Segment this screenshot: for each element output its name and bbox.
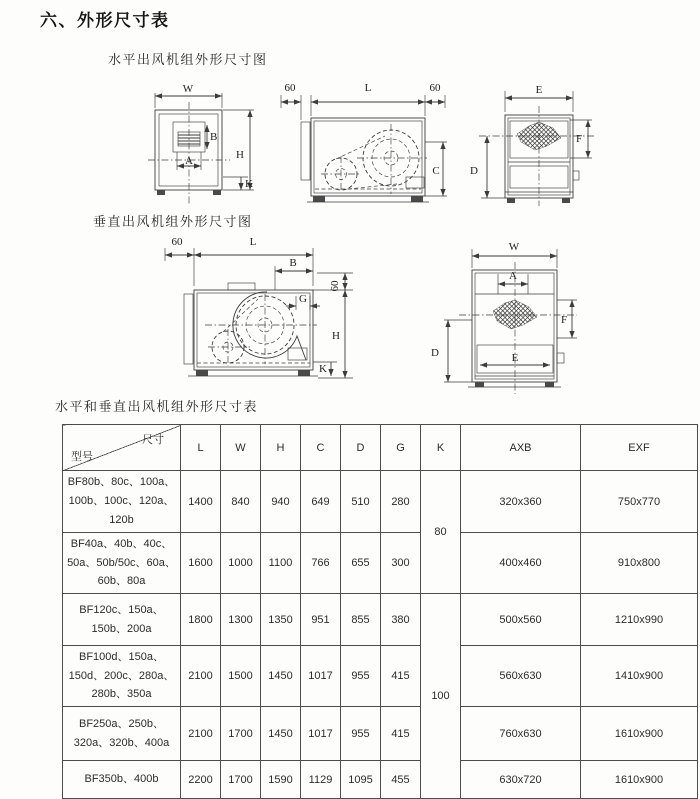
table-row (63, 761, 698, 799)
table-row (63, 471, 698, 533)
value-cell: 1610x900 (581, 707, 698, 761)
dim-label-60: 60 (284, 82, 296, 94)
foot (507, 198, 515, 203)
column-header: H (261, 425, 301, 471)
model-cell: BF120c、150a、150b、200a (63, 594, 181, 646)
value-cell: 1095 (341, 761, 381, 799)
figure-horizontal-side-view (275, 78, 475, 214)
inlet-flange (301, 122, 310, 180)
motor (321, 136, 397, 192)
side-tab (557, 353, 564, 363)
value-cell: 1129 (301, 761, 341, 799)
foot (411, 196, 423, 202)
dimension-L (311, 82, 425, 116)
column-header: K (421, 425, 461, 471)
centerlines (459, 262, 577, 394)
column-header: D (341, 425, 381, 471)
dimension-table (62, 424, 698, 799)
foot (562, 198, 570, 203)
figure-vertical-side-view (55, 236, 385, 398)
value-cell: 855 (341, 594, 381, 646)
dim-label-60: 60 (329, 280, 341, 292)
model-cell: BF80b、80c、100a、100b、100c、120a、120b (63, 471, 181, 533)
model-cell: BF350b、400b (63, 761, 181, 799)
k-merged-cell: 80 (421, 471, 461, 594)
value-cell: 1500 (221, 646, 261, 707)
dimension-A (498, 270, 528, 294)
model-cell: BF250a、250b、320a、320b、400a (63, 707, 181, 761)
figure-horizontal-front-view (130, 80, 290, 214)
value-cell: 750x770 (581, 471, 698, 533)
dim-label-l: L (364, 82, 372, 94)
value-cell: 655 (341, 533, 381, 594)
value-cell: 2200 (181, 761, 221, 799)
k-merged-cell: 100 (421, 594, 461, 799)
foot (313, 196, 325, 202)
dimension-60-vertical (317, 273, 353, 292)
dim-label-d: D (431, 347, 439, 359)
dim-label-d: D (470, 165, 478, 177)
dimension-D (470, 136, 505, 198)
table-row (63, 594, 698, 646)
side-tab (573, 171, 579, 180)
dim-label-f: F (560, 314, 568, 326)
dim-label-b: B (289, 257, 297, 269)
motor (208, 299, 258, 366)
foot (298, 370, 310, 376)
value-cell: 415 (381, 646, 421, 707)
value-cell: 1410x900 (581, 646, 698, 707)
value-cell: 951 (301, 594, 341, 646)
dimension-D (431, 320, 472, 382)
value-cell: 955 (341, 646, 381, 707)
dimension-60-right (425, 82, 445, 108)
dimension-W (155, 83, 222, 108)
value-cell: 1000 (221, 533, 261, 594)
subtitle-horizontal-outlet: 水平出风机组外形尺寸图 (108, 52, 268, 67)
subtitle-vertical-outlet: 垂直出风机组外形尺寸图 (93, 214, 253, 229)
value-cell: 1300 (221, 594, 261, 646)
foot (196, 370, 208, 376)
value-cell: 380 (381, 594, 421, 646)
belt-line (348, 184, 397, 189)
dimension-A (177, 152, 201, 170)
value-cell: 1450 (261, 646, 301, 707)
value-cell: 1350 (261, 594, 301, 646)
cabinet-outline (468, 270, 564, 387)
dim-label-a: A (185, 155, 193, 167)
figure-vertical-end-view (415, 232, 645, 404)
dim-label-f: F (575, 133, 583, 145)
value-cell: 2100 (181, 646, 221, 707)
value-cell: 2100 (181, 707, 221, 761)
belt-line (336, 136, 385, 159)
table-title: 水平和垂直出风机组外形尺寸表 (55, 399, 259, 414)
dimension-K (313, 362, 337, 376)
dim-label-h: H (332, 330, 340, 342)
dim-label-c: C (432, 165, 440, 177)
column-header: G (381, 425, 421, 471)
header-row (63, 425, 698, 471)
column-header: W (221, 425, 261, 471)
value-cell: 840 (221, 471, 261, 533)
foot (157, 190, 165, 195)
table-row (63, 707, 698, 761)
dimension-C (425, 142, 447, 196)
value-cell: 280 (381, 471, 421, 533)
column-header: EXF (581, 425, 698, 471)
fan-scroll (357, 124, 427, 194)
dimension-60-left (281, 82, 301, 120)
value-cell: 649 (301, 471, 341, 533)
dimension-K (223, 177, 253, 190)
value-cell: 630x720 (461, 761, 581, 799)
corner-label-model: 型号 (71, 451, 93, 463)
value-cell: 1100 (261, 533, 301, 594)
value-cell: 940 (261, 471, 301, 533)
foot (213, 190, 221, 195)
value-cell: 415 (381, 707, 421, 761)
drain-box (406, 177, 424, 188)
dimension-E (480, 352, 550, 365)
column-header: C (301, 425, 341, 471)
value-cell: 1600 (181, 533, 221, 594)
model-cell: BF40a、40b、40c、50a、50b/50c、60a、60b、80a (63, 533, 181, 594)
dim-label-b: B (210, 131, 218, 143)
value-cell: 1800 (181, 594, 221, 646)
value-cell: 1590 (261, 761, 301, 799)
dim-label-e: E (535, 84, 543, 96)
dim-label-g: G (299, 293, 307, 305)
dimension-G (286, 293, 320, 310)
foot (475, 382, 484, 387)
dim-label-e: E (511, 352, 519, 364)
value-cell: 955 (341, 707, 381, 761)
dimension-B (275, 257, 313, 290)
dimension-B (207, 125, 217, 149)
dim-label-60: 60 (429, 82, 441, 94)
dim-label-h: H (236, 149, 244, 161)
value-cell: 1017 (301, 646, 341, 707)
value-cell: 320x360 (461, 471, 581, 533)
table-row (63, 533, 698, 594)
value-cell: 910x800 (581, 533, 698, 594)
dim-label-60: 60 (171, 236, 183, 248)
dimension-60-left (165, 236, 194, 261)
value-cell: 1700 (221, 707, 261, 761)
value-cell: 500x560 (461, 594, 581, 646)
page-title: 六、外形尺寸表 (40, 11, 170, 30)
value-cell: 1610x900 (581, 761, 698, 799)
value-cell: 1400 (181, 471, 221, 533)
dimension-F (557, 300, 577, 338)
cabinet-outline (155, 110, 222, 195)
dim-label-w: W (182, 83, 194, 95)
dimension-W (472, 241, 557, 268)
value-cell: 300 (381, 533, 421, 594)
figure-horizontal-end-view (465, 78, 655, 214)
value-cell: 510 (341, 471, 381, 533)
corner-label-size: 尺寸 (142, 434, 164, 446)
value-cell: 1450 (261, 707, 301, 761)
dim-label-k: K (245, 178, 253, 190)
column-header: AXB (461, 425, 581, 471)
column-header: L (181, 425, 221, 471)
value-cell: 455 (381, 761, 421, 799)
corner-cell (63, 425, 181, 471)
cabinet-outline (184, 283, 318, 376)
dim-label-a: A (509, 270, 517, 282)
value-cell: 400x460 (461, 533, 581, 594)
table-row (63, 646, 698, 707)
value-cell: 560x630 (461, 646, 581, 707)
dim-label-k: K (319, 363, 327, 375)
value-cell: 1700 (221, 761, 261, 799)
inlet-flange (184, 294, 193, 364)
top-outlet-flange (228, 283, 255, 290)
value-cell: 1210x990 (581, 594, 698, 646)
value-cell: 766 (301, 533, 341, 594)
value-cell: 1017 (301, 707, 341, 761)
dim-label-l: L (249, 236, 257, 248)
foot (545, 382, 554, 387)
value-cell: 760x630 (461, 707, 581, 761)
dim-label-w: W (508, 241, 520, 253)
model-cell: BF100d、150a、150d、200c、280a、280b、350a (63, 646, 181, 707)
